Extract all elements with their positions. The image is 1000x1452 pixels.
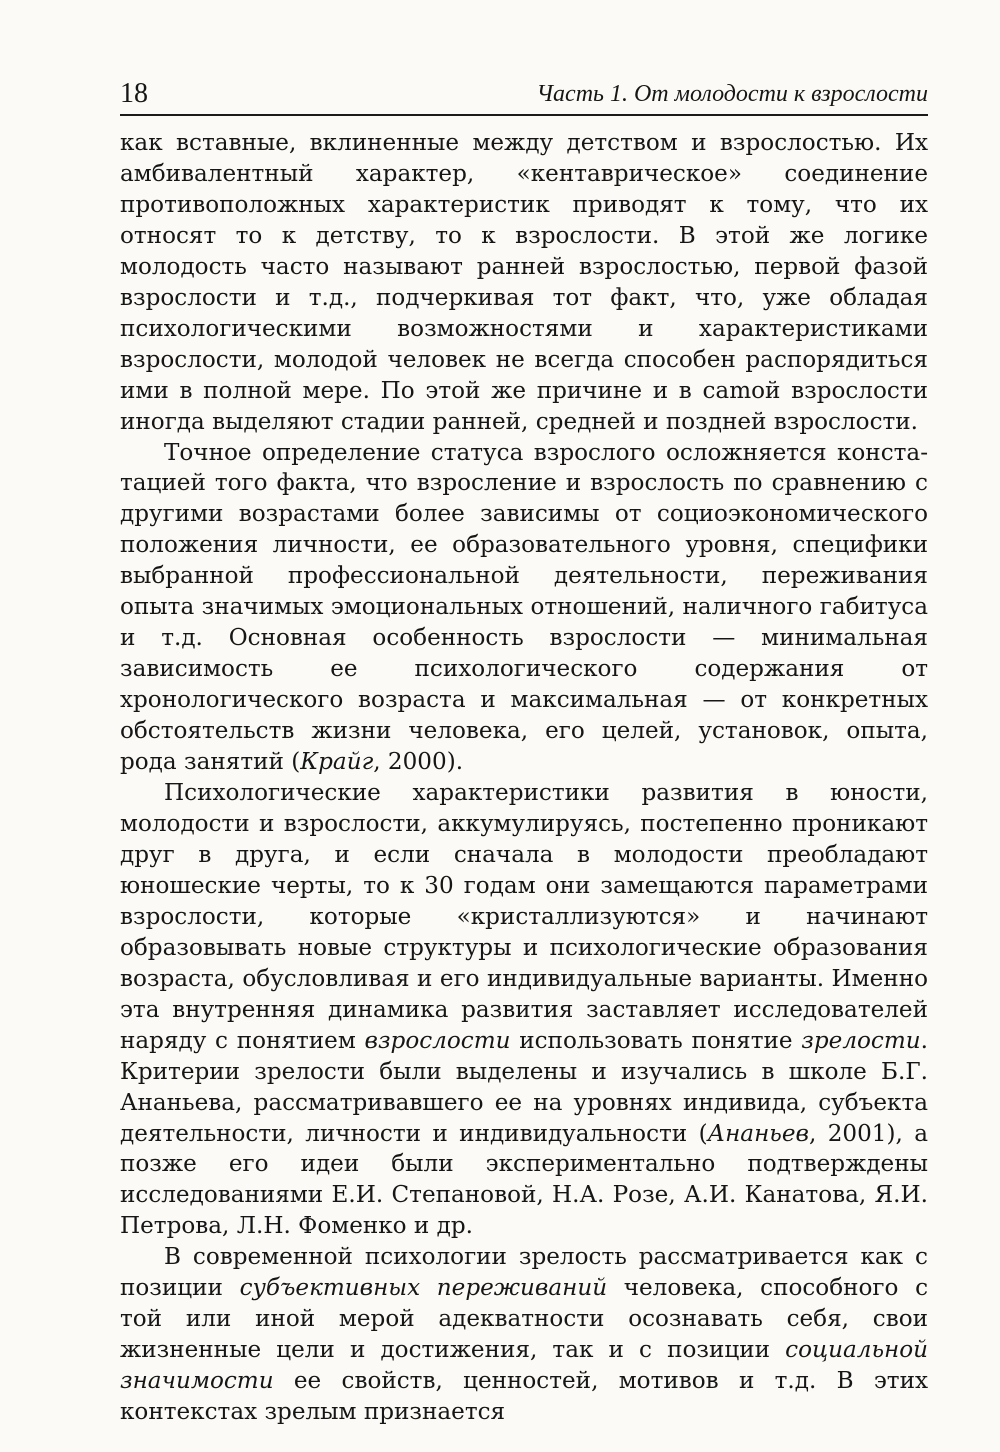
italic-run: Крайг <box>300 749 374 776</box>
italic-run: зрелости <box>801 1027 921 1054</box>
text-run: . Критерии зрелости были выделены и изучались в школе Б.Г. Ананьева, рассматривавшего ее на уровнях индивида, субъекта деятельности, личности и индивидуальности ( <box>120 1027 928 1147</box>
body-text <box>120 128 928 1428</box>
page-number: 18 <box>120 78 148 109</box>
paragraph <box>120 438 928 778</box>
text-run: использовать понятие <box>510 1027 802 1054</box>
italic-run: социальной значимости <box>120 1337 928 1395</box>
running-head-title: Часть 1. От молодости к взрослости <box>536 81 928 107</box>
text-run: Точное определение статуса взрослого осложняется констатацией того факта, что взросление и взрослость по сравнению с другими возрастами более зависимы от социоэкономического положения личности, ее образовательного уровня, специфики выбранной профессиональной деятельности, переживания опыта значимых эмоциональных отношений, наличного габитуса и т.д. Основная особенность взрослости — минимальная зависимость ее психологического содержания от хронологического возраста и максимальная — от конкретных обстоятельств жизни человека, его целей, установок, опыта, рода занятий ( <box>120 439 928 776</box>
text-run: человека, способного с той или иной мерой адекватности осознавать себя, свои жизненные цели и достижения, так и с позиции <box>120 1275 928 1364</box>
text-run: Психологические характеристики развития в юности, молодости и взрослости, аккумулируясь, постепенно проникают друг в друга, и если сначала в молодости преобладают юношеские черты, то к 30 годам они замещаются параметрами взрослости, которые «кристаллизуются» и начинают образовывать новые структуры и психологические образования возраста, обусловливая и его индивидуальные варианты. Именно эта внутренняя динамика развития заставляет исследователей наряду с понятием <box>120 780 928 1054</box>
paragraph <box>120 128 928 438</box>
page-header <box>120 70 928 116</box>
text-run: В современной психологии зрелость рассматривается как с позиции <box>120 1244 928 1302</box>
italic-run: взрослости <box>364 1027 511 1054</box>
text-run: , 2001), а позже его идеи были экспериментально подтверждены исследованиями Е.И. Степановой, Н.А. Розе, А.И. Канатова, Я.И. Петрова, Л.Н. Фоменко и др. <box>120 1120 928 1240</box>
text-run: ее свойств, ценностей, мотивов и т.д. В этих контекстах зрелым признается <box>120 1368 928 1426</box>
paragraph <box>120 1242 928 1428</box>
text-run: как вставные, вклиненные между детством и взрослостью. Их амбивалентный характер, «кентаврическое» соединение противоположных характеристик приводят к тому, что их относят то к детству, то к взрослости. В этой же логике молодость часто называют ранней взрослостью, первой фазой взрослости и т.д., подчеркивая тот факт, что, уже обладая психологическими возможностями и характеристиками взрослости, молодой человек не всегда способен распорядиться ими в полной мере. По этой же причине и в саmой взрослости иногда выделяют стадии ранней, средней и поздней взрослости. <box>120 130 928 435</box>
italic-run: субъективных переживаний <box>239 1275 608 1302</box>
paragraph <box>120 778 928 1242</box>
italic-run: Ананьев <box>707 1120 809 1147</box>
text-run: , 2000). <box>373 749 464 776</box>
